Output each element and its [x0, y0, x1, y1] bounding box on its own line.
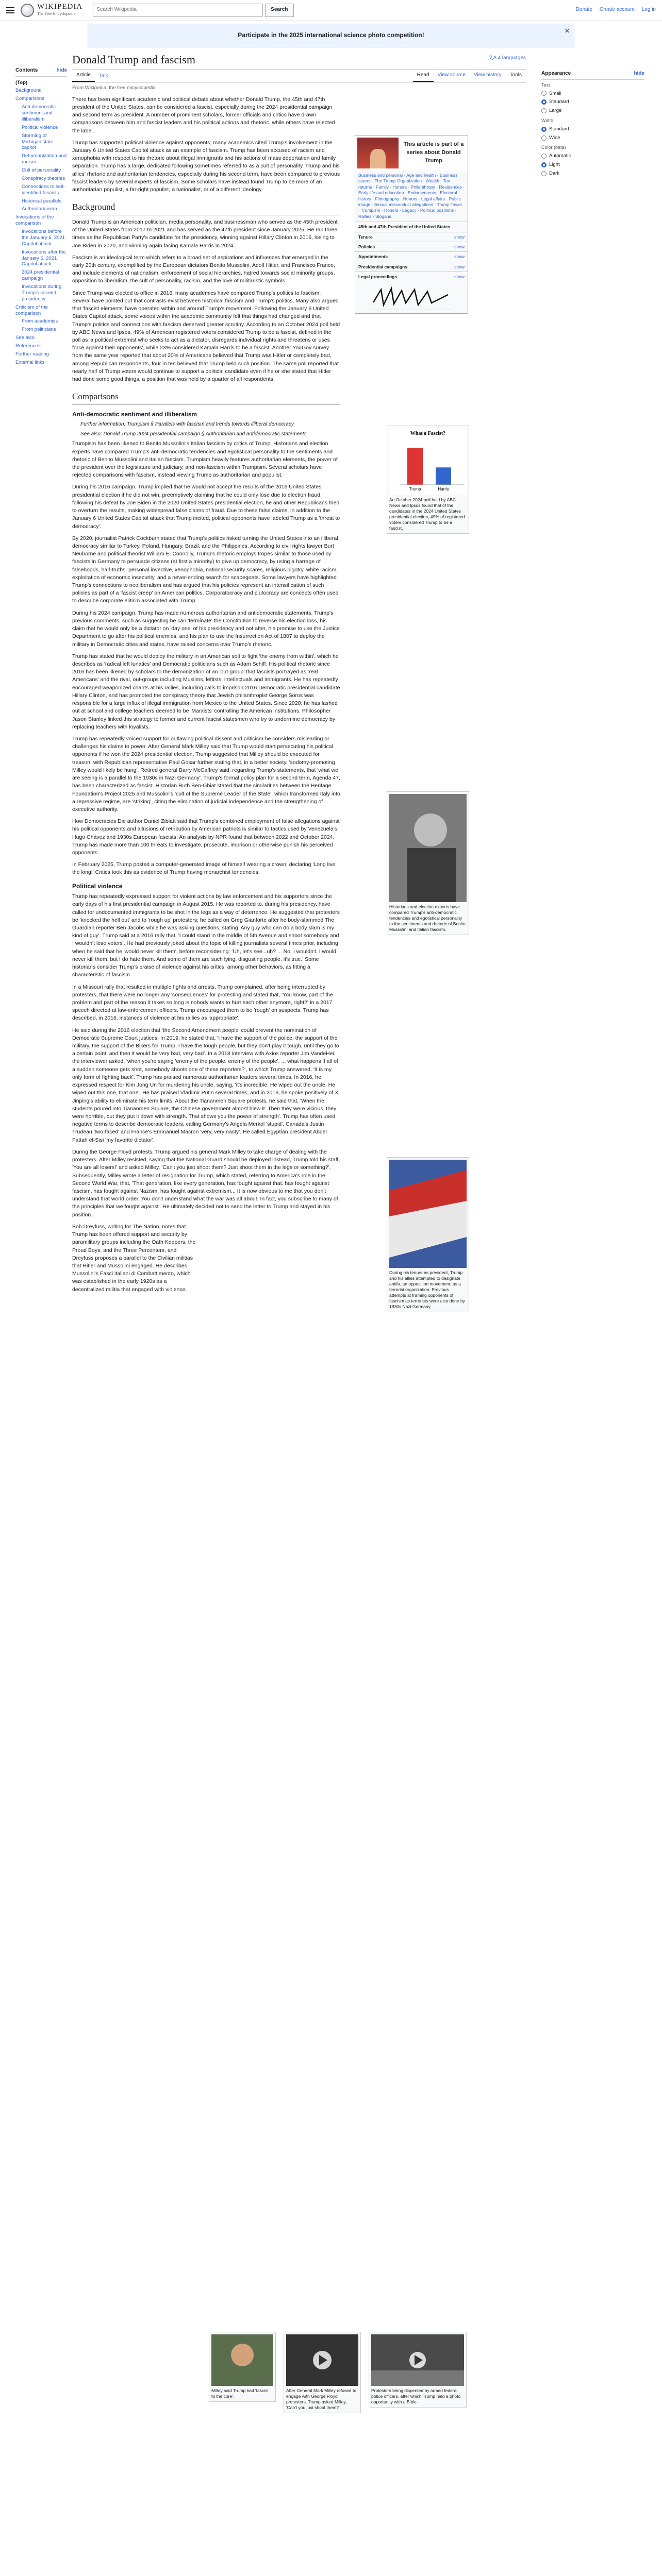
banner-text[interactable]: Participate in the 2025 international science photo competition! — [238, 31, 424, 39]
tab-read[interactable]: Read — [413, 72, 434, 82]
mussolini-photo[interactable] — [389, 794, 467, 902]
text-option-small[interactable]: Small — [541, 90, 644, 97]
hatnote: Further information: Trumpism § Parallels with fascism and trends towards illiberal democracy — [80, 421, 294, 428]
search-button[interactable]: Search — [265, 4, 293, 17]
police-photo[interactable] — [371, 2334, 464, 2386]
toc-item[interactable]: Further reading — [15, 351, 49, 357]
body-paragraph: Since Trump was elected to office in 2016, many academics have compared Trump's politics to fascism. Several have pointed out that contrasts exist between historical fascism and Trump's politics. Many also argued that 'fascist elements' have operated within and around Trump's movement. Following the January 6 United States Capitol attack, some voices within the academic community felt that things had changed and that Trump's politics and connections with fascism deserved greater scrutiny. According to an October 2024 poll held by ABC News and Ipsos, 49% of American registered voters considered Trump to be a fascist, defined in the poll as 'a political extremist who seeks to act as a dictator, disregards individual rights and threatens or uses force against their opponents', while 23% considered Kamala Harris to be a fascist. Another YouGov survey from the same year reported that about 20% of Americans believed that Trump was Hitler or completely bad, among Republican respondents, four in ten believed that Trump held such position. The same poll reported that nearly half of Trump voters would continue to support a political candidate even if he or she stated that Hitler had done some good things, a position that was held by a quarter of all respondents. — [72, 290, 340, 383]
table-of-contents — [15, 67, 67, 367]
body-paragraph: During his 2016 campaign, Trump implied that he would not accept the results of the 2016 United States presidential election if he did not win, preemptively claiming that he could only lose due to election fraud, following his defeat by Joe Biden in the 2020 United States presidential election, he and other Republicans tried to overturn the results, making widespread false claims of fraud. Due to these false claims, in addition to the January 6 United States Capitol attack that Trump incited, political opponents have labeled Trump as a 'threat to democracy'. — [72, 484, 340, 530]
intro-paragraph: There has been significant academic and political debate about whether Donald Trump, the 45th and 47th president of the United States, can be considered a fascist, especially during the 2024 presidential campaign and second term as president. A number of prominent scholars, former officials and critics have drawn comparisons between him and fascist leaders and his political actions and rhetoric, while others have rejected the label. — [72, 96, 335, 134]
figure-caption: During his tenure as president, Trump and his allies attempted to designate antifa, an opposition movement, as a terrorist organization. Previous attempts at framing opponents of fascism as terrorists were also done by 1930s Nazi Germany. — [389, 1269, 465, 1309]
toc-item[interactable]: 2024 presidential campaign — [22, 269, 59, 282]
figure-caption: Milley said Trump had 'fascist to the core'. — [211, 2387, 269, 2399]
color-option-automatic[interactable]: Automatic — [541, 152, 644, 160]
create-account-link[interactable]: Create account — [599, 7, 635, 13]
portrait-image[interactable] — [357, 138, 399, 168]
tagline: From Wikipedia, the free encyclopedia — [72, 84, 156, 91]
toc-header — [15, 67, 67, 77]
search-input[interactable] — [93, 4, 263, 17]
body-paragraph: Fascism is an ideological term which refers to a broad set of aspirations and influences that emerged in the early 20th century, exemplified by the European dictators Benito Mussolini, Adolf Hitler, and Francisco Franco, and include elements of nationalism, enforcement of social hierarchies, hatred towards social minority groups, opposition to liberalism, the cult of personality, racism, and the love of militaristic symbols. — [72, 254, 335, 284]
toc-item[interactable]: From politicians — [22, 327, 56, 333]
body-paragraph: Trumpism has been likened to Benito Mussolini's Italian fascism by critics of Trump. Historians and election experts have compared Trump's anti-democratic tendencies and egotistical personality to the sentiments and rhetoric of Benito Mussolini and Italian fascism. Trumpism heavily features authoritarian elements, the power of the president over the legislature and judiciary, and non-fascism within Trumpism. Several scholars have rejected comparisons with fascism, instead viewing Trump as authoritarian and populist. — [72, 440, 338, 479]
body-paragraph: Bob Dreyfuss, writing for The Nation, notes that Trump has been offered support and security by paramilitary groups including the Oath Keepers, the Proud Boys, and the Three Percenters, and Dreyfuss proposes a parallel to the Civilian militias that Hitler and Mussolini engaged. He describes Mussolini's Fasci italiani di Combattimento, which was established in the early 1920s as a decentralized militia that engaged with violence. — [72, 1223, 196, 1293]
infobox — [355, 135, 468, 314]
body-paragraph: In February 2025, Trump posted a computer-generated image of himself wearing a crown, declaring 'Long live the king!' Critics took this as evidence of Trump having monarchist tendencies. — [72, 861, 336, 876]
toc-item[interactable]: Comparisons — [15, 96, 44, 102]
poll-chart — [389, 428, 467, 495]
search-placeholder: Search Wikipedia — [96, 7, 137, 13]
width-label: Width — [541, 117, 554, 123]
flags-photo[interactable] — [389, 1160, 467, 1268]
toc-item[interactable]: Invocations after the January 6, 2021 Capitol attack — [22, 249, 66, 267]
body-paragraph: During the George Floyd protests, Trump argued his general Mark Milley to take charge of dealing with the protesters. After Milley resisted, saying that the National Guard should be deployed instead, Trump told his staff, 'You are all losers!' and asked Milley, 'Can't you just shoot them? Just shoot them in the legs or something?'. Subsequently, Milley wrote a letter of resignation for Trump, which stated, referring to America's role in the Second World War, that, 'That generation, like every generation, has fought against that, has fought against fascism, has fought against Nazism, has fought against extremism... It is now obvious to me that you don't understand that world order. You don't understand what the war was all about. In fact, you subscribe to many of the principles that we fought against'. He ultimately decided not to send the letter to Trump and stayed in his position. — [72, 1148, 340, 1218]
toc-item[interactable]: Anti-democratic sentiment and illiberalism — [22, 104, 56, 122]
tab-view-history[interactable]: View history — [473, 72, 502, 78]
infobox-row-campaigns[interactable]: Presidential campaigns show — [355, 262, 468, 272]
mussolini-figure — [387, 791, 469, 935]
logo-title: WIKIPEDIA — [37, 3, 83, 11]
figure-caption: Historians and election experts have compared Trump's anti-democratic tendencies and egotistical personality to the sentiments and rhetoric of Benito Mussolini and Italian fascism. — [389, 904, 466, 932]
main-content — [72, 52, 526, 2410]
language-button[interactable]: 文A 4 languages — [488, 55, 526, 61]
figure-caption: After General Mark Milley refused to engage with George Floyd protesters, Trump asked Milley, 'Can't you just shoot them?' — [286, 2387, 357, 2410]
color-option-dark[interactable]: Dark — [541, 170, 644, 177]
appearance-header: Appearance hide — [541, 70, 644, 80]
body-paragraph: Trump has repeatedly expressed support for violent actions by law enforcement and his supporters since the early days of his first presidential campaign in August 2015. He was reported to, during his presidency, have called for undocumented immigrants to be shot in the legs as a way of deterrence. He suggested that protesters be 'knocked the hell out' and to 'rough up' protesters; he called on Greg Gianforte after he body-slammed The Guardian reporter Ben Jacobs while he was asking questions, stating 'Any guy who can do a body slam is my kind of guy'. Trump said at a 2016 rally that, 'I could stand in the middle of 5th Avenue and shoot somebody and I wouldn't lose voters'. He had previously joked about the topic of killing journalists several times prior, including when he said that he 'would never kill them', before reconsidering: 'Uh, let's see...uh? ... No, I wouldn't. I would never kill them, but I do hate them. And some of them are such lying, disgusting people, it's true.' Some historians consider Trump's praise of violence against his critics, among other behaviors, as fitting a characteristic of fascism. — [72, 893, 340, 978]
category-label: Trump — [409, 486, 421, 492]
toc-item[interactable]: Storming of Michigan state capitol — [22, 132, 54, 151]
appearance-panel — [541, 67, 644, 179]
width-option-standard[interactable]: Standard — [541, 126, 644, 133]
body-paragraph: He said during the 2016 election that 'the Second Amendment people' could prevent the nomination of Democratic Supreme Court justices. In 2019, he stated that, 'I have the support of the police, the support of the military, the support of the Bikers for Trump, I have the tough people, but they don't play it tough, until they go to a certain point, and then it would be very bad, very bad'. In a 2018 interview with Axios reporter Jim VandeHei, the interviewer asked, 'when you're saying 'enemy of the people, enemy of the people', ... what happens if all of a sudden someone gets shot, somebody shoots one of these reporters?', to which Trump answered, 'It is my only form of fighting back'. Trump has praised numerous authoritarian leaders several times. In 2016, he expressed respect for Kim Jong Un for murdering his uncle, saying, 'it's incredible. He wiped out the uncle. He wiped out this one, that one'. He has praised Vladimir Putin several times, and in 2016, he spoke positively of Xi Jinping's ability to eliminate his term limits. About the Tiananmen Square protests, he said that, 'When the students poured into Tiananmen Square, the Chinese government almost blew it. Then they were vicious, they were horrible, but they put it down with strength. That shows you the power of strength'. Trump has often used negative terms to describe democratic leaders, calling Germany's Angela Merkel 'stupid', Canada's Justin Trudeau 'two-faced' and France's Emmanuel Macron 'very, very nasty'. He called Egyptian president Abdel Fattah el-Sisi 'my favorite dictator'. — [72, 1027, 340, 1143]
signature-image — [371, 284, 452, 310]
infobox-row-appointments[interactable]: Appointments show — [355, 251, 468, 261]
milley-photo[interactable] — [211, 2334, 273, 2386]
toc-item[interactable]: External links — [15, 359, 45, 365]
toc-item[interactable]: Invocations before the January 6, 2021 Capitol attack — [22, 229, 65, 247]
toc-item[interactable]: From academics — [22, 318, 58, 325]
bar-trump — [407, 448, 423, 485]
body-paragraph: During his 2024 campaign, Trump has made numerous authoritarian and antidemocratic statements. Trump's previous comments, such as suggesting he can 'terminate' the Constitution to reverse his election loss, his claim that he would only be a dictator on 'day one' of his presidency and not after, his promise to use the Justice Department to go after his political enemies, and his plan to use the Insurrection Act of 1807 to deploy the military in Democratic cities and states, have raised concerns over Trump's rhetoric. — [72, 609, 340, 648]
toc-item[interactable]: Political violence — [22, 124, 58, 130]
article-body — [72, 96, 340, 1294]
figure-caption: An October 2024 poll held by ABC News and Ipsos found that of the candidates in the 2024 United States presidential election, 49% of registered voters considered Trump to be a fascist. — [389, 497, 465, 531]
login-link[interactable]: Log in — [641, 7, 656, 13]
page-tabs — [72, 72, 526, 82]
site-header — [0, 0, 662, 21]
tab-talk[interactable]: Talk — [98, 73, 108, 79]
body-paragraph: By 2020, journalist Patrick Cockburn stated that Trump's politics risked turning the United States into an illiberal democracy similar to Turkey, Poland, Hungary, Brazil, and the Philippines. According to civil rights lawyer Burt Neuborne and political theorist William E. Connolly, Trump's rhetoric employs tropes similar to those used by fascists in Germany to persuade citizens (at first a minority) to give up democracy, by using a barrage of falsehoods, half-truths, personal invective, xenophobia, national-security scares, religious bigotry, white racism, exploitation of economic insecurity, and a never-ending search for scapegoats. Some lawyers have highlighted Trump's connections to neoliberalism and has argued that his policies represent an intensification of such policies as part of a 'fascist creep' on American politics. Corporatocracy and plutocracy are concepts often used to describe corporate elitism associated with Trump. — [72, 535, 339, 604]
infobox-title: This article is part of a series about Donald Trump — [403, 141, 464, 164]
toc-item[interactable]: Invocations during Trump's second presidency — [22, 284, 62, 302]
toc-title: Contents — [15, 67, 38, 73]
logo-subtitle: The Free Encyclopedia — [37, 11, 76, 16]
toc-hide-button[interactable]: hide — [56, 67, 67, 73]
infobox-row-policies[interactable]: Policies show — [355, 242, 468, 251]
toc-item[interactable]: See also — [15, 335, 35, 341]
toc-item[interactable]: Background — [15, 88, 42, 94]
protest-video[interactable] — [286, 2334, 358, 2386]
bottom-right-figure — [369, 2332, 467, 2408]
section-heading-comparisons: Comparisons — [72, 391, 340, 405]
flags-figure — [387, 1157, 469, 1312]
section-heading-background: Background — [72, 201, 340, 215]
color-option-light[interactable]: Light — [541, 161, 644, 168]
bar-harris — [436, 467, 451, 485]
toc-item[interactable]: (Top) — [15, 79, 28, 86]
text-option-large[interactable]: Large — [541, 107, 644, 114]
globe-icon — [21, 4, 34, 17]
body-paragraph: Donald Trump is an American politician, media personality, and businessman who served as the 45th president of the United States from 2017 to 2021 and has served as the 47th president since January 2025. He ran three times as the Republican Party's candidate for the presidency, winning against Hillary Clinton in 2016, losing to Joe Biden in 2020, and winning again facing Kamala Harris in 2024. — [72, 218, 338, 249]
body-paragraph: In a Missouri rally that resulted in multiple fights and arrests, Trump complained, after being interrupted by protesters, that there were no longer any 'consequences' for protesting and stated that, 'You know, part of the problem and part of the reason it takes so long is nobody wants to hurt each other anymore, right?' In a 2017 speech directed at law-enforcement officers, Trump encouraged them to be 'rough' on suspects. Trump has described, in 2016, instances of violence at his rallies as 'appropriate'. — [72, 984, 333, 1022]
infobox-row-legal[interactable]: Legal proceedings show — [355, 272, 468, 281]
width-option-wide[interactable]: Wide — [541, 134, 644, 142]
color-label: Color (beta) — [541, 145, 566, 150]
body-paragraph: Trump has repeatedly voiced support for outlawing political dissent and criticism he considers misleading or challenges his claims to power. After General Mark Milley said that Trump would start persecuting his political opponents if he won the 2024 presidential election, Trump suggested that Milley should be executed for treason, with Republican representative Paul Gosar further stating that, in a better society, 'sodomy-promoting Milley would likely be hung'. Retired general Barry McCaffrey said, regarding Trump's statements, that 'what we are seeing is a parallel to the 1930s in Nazi Germany'. Trump's formal policy plan for a second term, Agenda 47, has been characterized as fascist. Historian Ruth Ben-Ghiat stated that the similarities between the Heritage Foundation's Project 2025 and Mussolini's 'cult of the Supreme Leader of the State', which transformed Italy into a repressive regime, are 'striking', citing the elimination of judicial independence and the strengthening of executive authority. — [72, 735, 340, 812]
bottom-mid-figure — [284, 2332, 361, 2413]
text-label: Text — [541, 82, 550, 88]
body-paragraph: Trump has stated that he would deploy the military in an American soil to fight 'the enemy from within', which he describes as 'radical left lunatics' and Democratic politicians such as Adam Schiff. His political rhetoric since 2016 has been likened by scholars to the demonization of an 'out-group' that fascists portrayed as 'real Americans' and the rival, out-groups including Muslims, leftists, intellectuals and immigrants. He has repeatedly encouraged weaponized chants at his rallies, including calls to imprison 2016 Democratic presidential candidate Hillary Clinton, and has promoted the conspiracy theory that Jewish philanthropist George Soros was responsible for a large influx of illegal immigration from Mexico to the United States. Since 2020, he has lashed out at school and college teachers deemed to be 'Marxists' controlling the American institutions. Philosopher Jason Stanley linked this strategy to former and current fascist statesmen who try to undermine democracy by replacing teachers with loyalists. — [72, 653, 340, 730]
category-label: Harris — [438, 486, 449, 492]
toc-item[interactable]: Conspiracy theories — [22, 175, 65, 181]
infobox-row-tenure[interactable]: Tenure show — [355, 232, 468, 242]
tab-article[interactable]: Article — [72, 72, 95, 82]
subsection-heading: Political violence — [72, 882, 123, 890]
subsection-heading: Anti-democratic sentiment and illiberalism — [72, 410, 197, 418]
main-menu-icon[interactable] — [6, 7, 14, 13]
donate-link[interactable]: Donate — [575, 7, 592, 13]
infobox-president: 45th and 47th President of the United States — [355, 222, 468, 231]
toc-item[interactable]: Criticism of the comparison — [15, 304, 48, 316]
body-paragraph: How Democracies Die author Daniel Ziblatt said that Trump's combined employment of false allegations against his political opponents and allusions of retribution by American patriots is similar to tactics used by Venezuela's Hugo Chávez and 1930s European fascists. An analysis by NPR found that between 2022 and October 2024, Trump has made more than 100 threats to investigate, prosecute, imprison or otherwise punish his perceived opponents. — [72, 818, 340, 856]
toc-item[interactable]: Authoritarianism — [22, 206, 57, 212]
tab-tools[interactable]: Tools — [509, 72, 522, 78]
appearance-hide-button[interactable]: hide — [634, 71, 644, 76]
toc-item[interactable]: Dehumanization and racism — [22, 153, 67, 165]
wikipedia-logo[interactable] — [21, 3, 82, 17]
poll-figure — [387, 426, 469, 534]
intro-paragraph: Trump has supported political violence against opponents; many academics cited Trump's involvement in the January 6 United States Capitol attack as an example of fascism. Trump has been accused of racism and xenophobia with respect to his rhetoric about illegal immigrants and his actions of mass deportation and family separation. Trump has a large, dedicated following sometimes referred to as a cult of personality. Trump and his allies' rhetoric and authoritarian tendencies, especially during his second term, have been compared to previous fascist leaders by several experts of fascism. Some scholars have instead found Trump to be more of an authoritarian populist, a far-right populist, a nationalist, or of a different ideology. — [72, 139, 340, 193]
page-title: Donald Trump and fascism — [72, 52, 526, 70]
toc-item[interactable]: Connections to self-identified fascists — [22, 183, 65, 196]
toc-list — [15, 79, 67, 367]
toc-item[interactable]: References — [15, 343, 41, 349]
close-icon[interactable]: ✕ — [564, 27, 570, 35]
figure-caption: Protesters being dispersed by armed federal police officers, after which Trump held a photo opportunity with a Bible — [371, 2387, 461, 2404]
site-notice-banner — [88, 24, 574, 47]
tab-view-source[interactable]: View source — [437, 72, 466, 78]
toc-item[interactable]: Cult of personality — [22, 167, 61, 173]
text-option-standard[interactable]: Standard — [541, 98, 644, 106]
bottom-left-figure — [209, 2332, 276, 2402]
hatnote: See also: Donald Trump 2024 presidential campaign § Authoritarian and antidemocratic statements — [80, 431, 307, 437]
toc-item[interactable]: Invocations of the comparison — [15, 214, 54, 227]
infobox-links[interactable]: Business and personal · Age and health · Business career · The Trump Organization · Wealth · Tax returns · Family · Honors · Philanthropy · Residences · Early life and education · Endorsements · Electoral history · Filmography · Honors · Legal affairs · Public image · Sexual misconduct allegations · Trump Tower · Trumpism · Honors · Legacy · Political positions · Rallies · Slogans — [358, 172, 465, 219]
chart-title: What a Fascist? — [410, 430, 446, 436]
toc-item[interactable]: Historical parallels — [22, 198, 62, 204]
